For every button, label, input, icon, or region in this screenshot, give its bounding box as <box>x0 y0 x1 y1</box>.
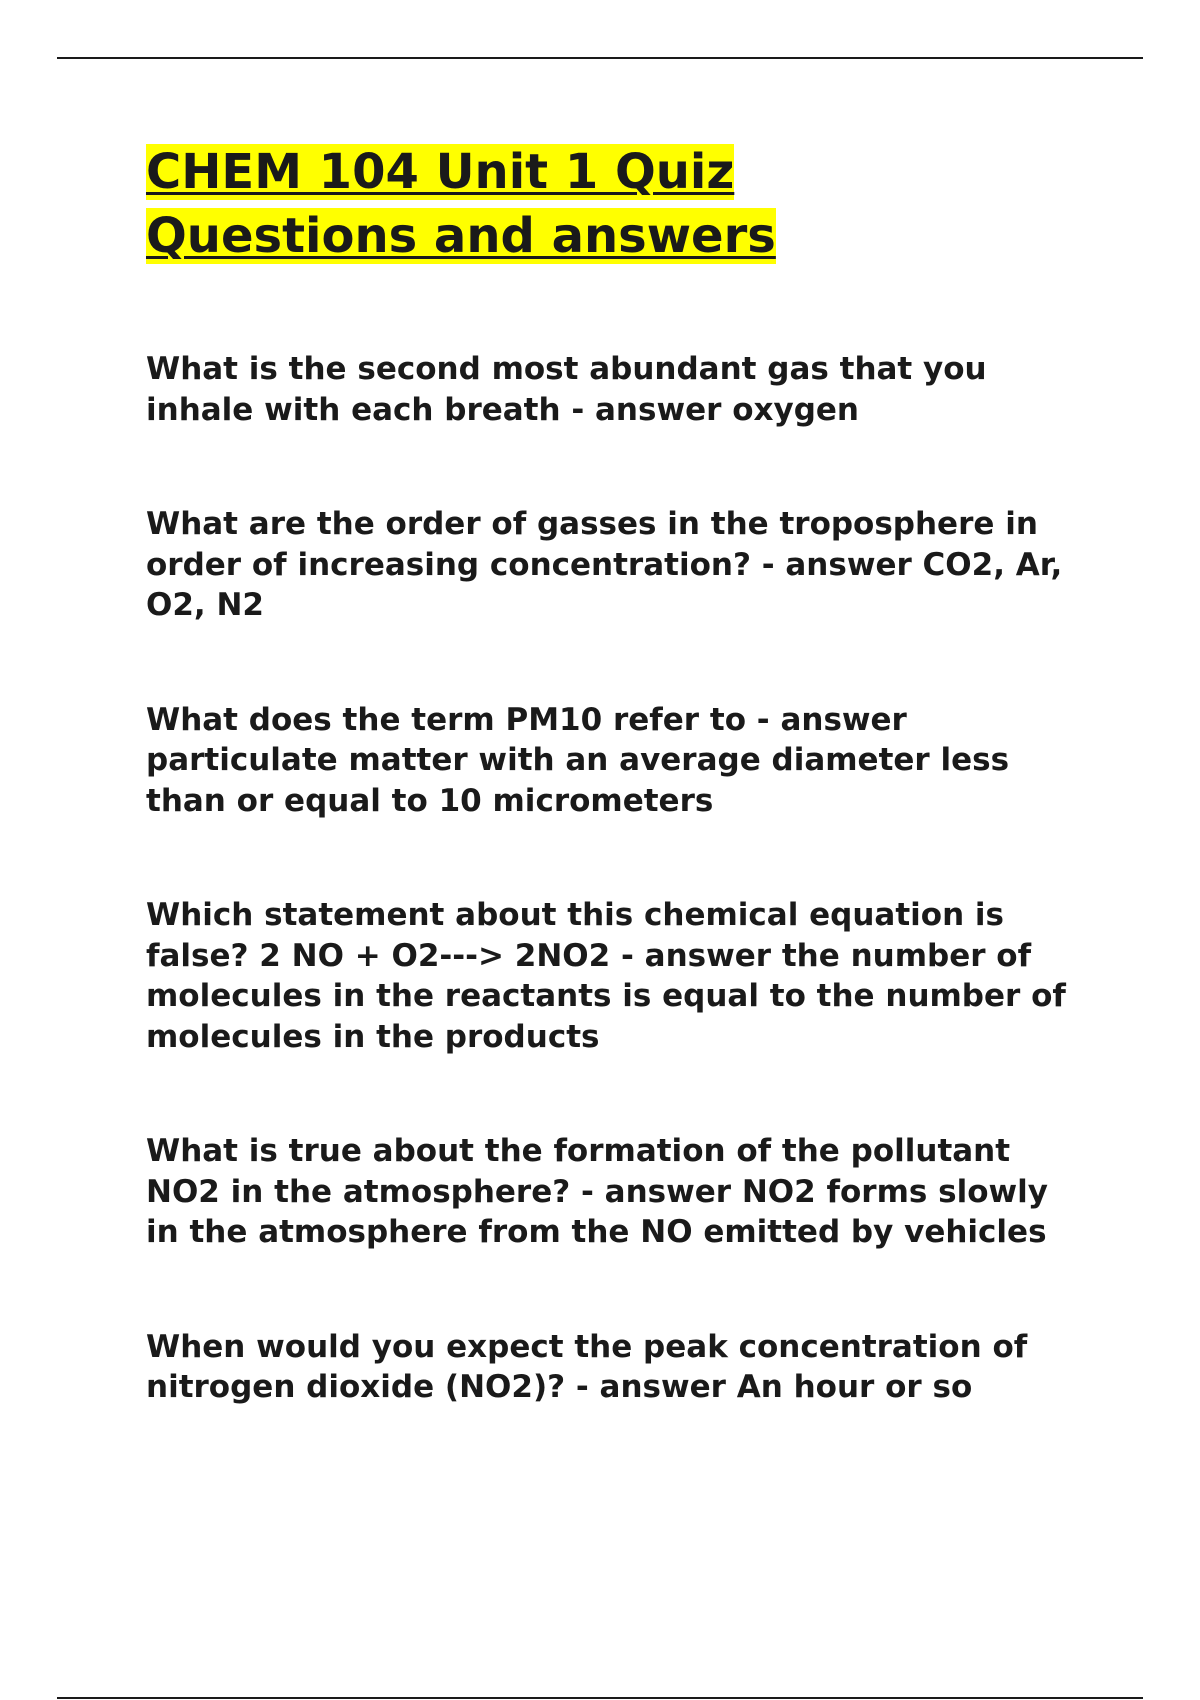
qa-item-2: What are the order of gasses in the troposphere in order of increasing concentration? - answer CO2, Ar, O2, N2 <box>146 506 1063 623</box>
qa-item-6: When would you expect the peak concentration of nitrogen dioxide (NO2)? - answer An hour or so <box>146 1328 1028 1405</box>
header-rule <box>57 57 1143 59</box>
qa-item-3: What does the term PM10 refer to - answer particulate matter with an average diameter less than or equal to 10 micrometers <box>146 701 1010 819</box>
footer-rule <box>57 1697 1143 1699</box>
qa-item-1: What is the second most abundant gas that you inhale with each breath - answer oxygen <box>146 351 987 428</box>
qa-item-4: Which statement about this chemical equation is false? 2 NO + O2---> 2NO2 - answer the number of molecules in the reactants is equal to the number of molecules in the products <box>146 897 1066 1055</box>
document-body <box>146 140 1106 1408</box>
qa-list <box>146 349 1106 1408</box>
document-title <box>146 140 866 268</box>
document-title-text: CHEM 104 Unit 1 Quiz Questions and answers <box>146 144 776 264</box>
qa-item-5: What is true about the formation of the pollutant NO2 in the atmosphere? - answer NO2 forms slowly in the atmosphere from the NO emitted by vehicles <box>146 1133 1048 1250</box>
